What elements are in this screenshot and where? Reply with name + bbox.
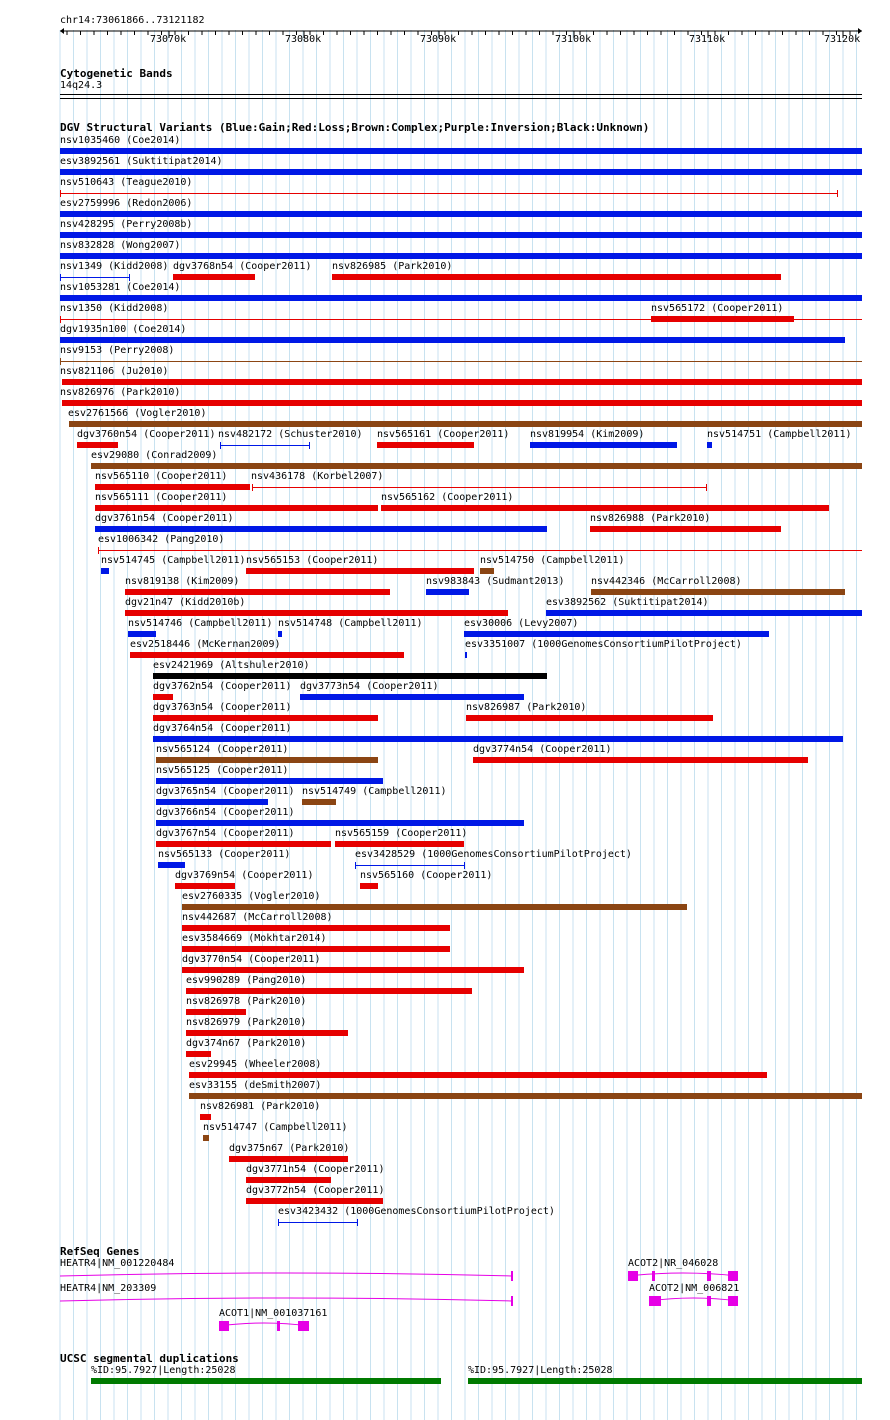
gene-exon — [277, 1321, 280, 1331]
variant-label[interactable]: esv29080 (Conrad2009) — [91, 450, 218, 461]
segdup-bar[interactable] — [468, 1378, 862, 1384]
variant-bar[interactable] — [182, 925, 450, 931]
variant-bar[interactable] — [175, 883, 235, 889]
variant-label[interactable]: nsv826988 (Park2010) — [590, 513, 711, 524]
variant-endcap — [60, 358, 61, 365]
variant-endcap — [309, 442, 310, 449]
variant-bar[interactable] — [95, 484, 250, 490]
variant-bar[interactable] — [466, 715, 713, 721]
variant-bar[interactable] — [156, 820, 524, 826]
variant-label[interactable]: dgv3766n54 (Cooper2011) — [156, 807, 295, 818]
variant-line[interactable] — [278, 1222, 357, 1223]
ruler-tick-label: 73080k — [285, 34, 322, 45]
variant-line[interactable] — [98, 550, 862, 551]
variant-line[interactable] — [60, 361, 862, 362]
variant-label[interactable]: nsv819138 (Kim2009) — [125, 576, 240, 587]
variant-bar[interactable] — [62, 400, 862, 406]
variant-label[interactable]: nsv565172 (Cooper2011) — [651, 303, 784, 314]
variant-label[interactable]: nsv826978 (Park2010) — [186, 996, 307, 1007]
gene-exon — [219, 1321, 229, 1331]
variant-label[interactable]: nsv826979 (Park2010) — [186, 1017, 307, 1028]
variant-bar[interactable] — [246, 1177, 331, 1183]
variant-line[interactable] — [60, 193, 837, 194]
variant-bar[interactable] — [62, 379, 862, 385]
variant-bar[interactable] — [530, 442, 677, 448]
dgv-track-title: DGV Structural Variants (Blue:Gain;Red:Loss;Brown:Complex;Purple:Inversion;Black:Unknown) — [60, 121, 650, 134]
variant-bar[interactable] — [130, 652, 404, 658]
variant-label[interactable]: nsv565161 (Cooper2011) — [377, 429, 510, 440]
variant-label[interactable]: dgv3774n54 (Cooper2011) — [473, 744, 612, 755]
variant-line[interactable] — [355, 865, 464, 866]
variant-label[interactable]: dgv3763n54 (Cooper2011) — [153, 702, 292, 713]
variant-label[interactable]: esv3423432 (1000GenomesConsortiumPilotProject) — [278, 1206, 555, 1217]
variant-label[interactable]: nsv565124 (Cooper2011) — [156, 744, 289, 755]
variant-label[interactable]: nsv983843 (Sudmant2013) — [426, 576, 565, 587]
variant-bar[interactable] — [377, 442, 474, 448]
variant-endcap — [98, 547, 99, 554]
variant-bar[interactable] — [465, 652, 467, 658]
gene-exon — [728, 1296, 738, 1306]
variant-bar[interactable] — [101, 568, 109, 574]
variant-bar[interactable] — [189, 1093, 862, 1099]
variant-label[interactable]: nsv565159 (Cooper2011) — [335, 828, 468, 839]
variant-bar[interactable] — [77, 442, 118, 448]
gene-exon — [649, 1296, 661, 1306]
gene-exon — [707, 1296, 711, 1306]
variant-bar[interactable] — [246, 568, 474, 574]
variant-bar[interactable] — [60, 232, 862, 238]
variant-bar[interactable] — [480, 568, 494, 574]
variant-bar[interactable] — [186, 1009, 246, 1015]
variant-label[interactable]: dgv3769n54 (Cooper2011) — [175, 870, 314, 881]
variant-bar[interactable] — [332, 274, 781, 280]
variant-bar[interactable] — [246, 1198, 383, 1204]
variant-bar[interactable] — [158, 862, 185, 868]
variant-bar[interactable] — [156, 778, 383, 784]
variant-label[interactable]: nsv482172 (Schuster2010) — [218, 429, 363, 440]
variant-label[interactable]: nsv826985 (Park2010) — [332, 261, 453, 272]
variant-label[interactable]: nsv821106 (Ju2010) — [60, 366, 169, 377]
variant-bar[interactable] — [278, 631, 282, 637]
variant-bar[interactable] — [95, 526, 547, 532]
variant-bar[interactable] — [125, 589, 390, 595]
variant-bar[interactable] — [156, 841, 331, 847]
variant-bar[interactable] — [182, 904, 687, 910]
gene-intron-line — [649, 1298, 738, 1301]
variant-label[interactable]: dgv3760n54 (Cooper2011) — [77, 429, 216, 440]
variant-label[interactable]: dgv1935n100 (Coe2014) — [60, 324, 187, 335]
variant-label[interactable]: nsv9153 (Perry2008) — [60, 345, 175, 356]
cytoband-track-title: Cytogenetic Bands — [60, 67, 173, 80]
variant-bar[interactable] — [302, 799, 336, 805]
variant-bar[interactable] — [69, 421, 862, 427]
variant-label[interactable]: nsv565160 (Cooper2011) — [360, 870, 493, 881]
variant-label[interactable]: esv29945 (Wheeler2008) — [189, 1059, 322, 1070]
variant-label[interactable]: nsv826981 (Park2010) — [200, 1101, 321, 1112]
variant-bar[interactable] — [591, 589, 845, 595]
variant-bar[interactable] — [173, 274, 255, 280]
ruler-tick-label: 73070k — [150, 34, 187, 45]
variant-bar[interactable] — [546, 610, 862, 616]
variant-bar[interactable] — [95, 505, 378, 511]
variant-label[interactable]: nsv826976 (Park2010) — [60, 387, 181, 398]
variant-endcap — [60, 316, 61, 323]
variant-label[interactable]: nsv819954 (Kim2009) — [530, 429, 645, 440]
variant-label[interactable]: nsv565111 (Cooper2011) — [95, 492, 228, 503]
variant-label[interactable]: nsv514750 (Campbell2011) — [480, 555, 625, 566]
variant-bar[interactable] — [153, 673, 547, 679]
variant-label[interactable]: dgv375n67 (Park2010) — [229, 1143, 350, 1154]
segdup-label[interactable]: %ID:95.7927|Length:25028 — [468, 1365, 613, 1376]
variant-bar[interactable] — [189, 1072, 767, 1078]
variant-label[interactable]: dgv3762n54 (Cooper2011) — [153, 681, 292, 692]
variant-label[interactable]: nsv1053281 (Coe2014) — [60, 282, 181, 293]
gene-model[interactable] — [0, 1316, 890, 1336]
variant-label[interactable]: nsv436178 (Korbel2007) — [251, 471, 384, 482]
variant-bar[interactable] — [60, 253, 862, 259]
variant-endcap — [355, 862, 356, 869]
variant-bar[interactable] — [590, 526, 781, 532]
segdup-label[interactable]: %ID:95.7927|Length:25028 — [91, 1365, 236, 1376]
variant-label[interactable]: nsv510643 (Teague2010) — [60, 177, 193, 188]
variant-line[interactable] — [220, 445, 309, 446]
variant-line[interactable] — [60, 277, 129, 278]
ruler-location: chr14:73061866..73121182 — [60, 15, 205, 26]
variant-label[interactable]: esv3892562 (Suktitipat2014) — [546, 597, 709, 608]
variant-bar[interactable] — [128, 631, 156, 637]
gene-label[interactable]: HEATR4|NM_001220484 — [60, 1258, 175, 1269]
variant-label[interactable]: nsv565133 (Cooper2011) — [158, 849, 291, 860]
variant-label[interactable]: nsv514749 (Campbell2011) — [302, 786, 447, 797]
variant-endcap — [60, 190, 61, 197]
variant-label[interactable]: nsv514751 (Campbell2011) — [707, 429, 852, 440]
variant-label[interactable]: dgv3761n54 (Cooper2011) — [95, 513, 234, 524]
ruler-arrow — [60, 28, 64, 34]
variant-label[interactable]: dgv3773n54 (Cooper2011) — [300, 681, 439, 692]
gene-model[interactable] — [0, 1266, 890, 1286]
variant-label[interactable]: esv2518446 (McKernan2009) — [130, 639, 281, 650]
variant-bar[interactable] — [156, 799, 268, 805]
gene-exon — [298, 1321, 309, 1331]
variant-label[interactable]: esv1006342 (Pang2010) — [98, 534, 225, 545]
variant-label[interactable]: esv3428529 (1000GenomesConsortiumPilotProject) — [355, 849, 632, 860]
cytoband-label[interactable]: 14q24.3 — [60, 80, 103, 91]
gene-exon — [728, 1271, 738, 1281]
variant-endcap — [357, 1219, 358, 1226]
gene-exon — [707, 1271, 711, 1281]
variant-label[interactable]: nsv565153 (Cooper2011) — [246, 555, 379, 566]
cytoband-line — [60, 94, 862, 95]
ruler-tick-label: 73110k — [689, 34, 726, 45]
variant-bar[interactable] — [60, 148, 862, 154]
gene-label[interactable]: HEATR4|NM_203309 — [60, 1283, 157, 1294]
variant-label[interactable]: nsv832828 (Wong2007) — [60, 240, 181, 251]
variant-bar[interactable] — [153, 694, 173, 700]
variant-bar[interactable] — [229, 1156, 348, 1162]
variant-label[interactable]: nsv514747 (Campbell2011) — [203, 1122, 348, 1133]
variant-bar[interactable] — [125, 610, 508, 616]
variant-label[interactable]: dgv3772n54 (Cooper2011) — [246, 1185, 385, 1196]
gene-intron-line — [628, 1273, 738, 1276]
variant-endcap — [129, 274, 130, 281]
segdup-bar[interactable] — [91, 1378, 441, 1384]
variant-label[interactable]: nsv442346 (McCarroll2008) — [591, 576, 742, 587]
gene-label[interactable]: ACOT1|NM_001037161 — [219, 1308, 328, 1319]
variant-label[interactable]: dgv374n67 (Park2010) — [186, 1038, 307, 1049]
variant-bar[interactable] — [186, 988, 472, 994]
variant-label[interactable]: dgv3767n54 (Cooper2011) — [156, 828, 295, 839]
variant-bar[interactable] — [300, 694, 524, 700]
variant-label[interactable]: esv3351007 (1000GenomesConsortiumPilotProject) — [465, 639, 742, 650]
variant-label[interactable]: nsv1349 (Kidd2008) — [60, 261, 169, 272]
variant-label[interactable]: esv2761566 (Vogler2010) — [68, 408, 207, 419]
variant-endcap — [252, 484, 253, 491]
variant-endcap — [220, 442, 221, 449]
variant-endcap — [837, 190, 838, 197]
variant-bar[interactable] — [60, 211, 862, 217]
variant-bar[interactable] — [651, 316, 794, 322]
variant-label[interactable]: nsv514746 (Campbell2011) — [128, 618, 273, 629]
variant-bar[interactable] — [186, 1051, 211, 1057]
variant-label[interactable]: esv3584669 (Mokhtar2014) — [182, 933, 327, 944]
variant-bar[interactable] — [200, 1114, 211, 1120]
variant-label[interactable]: dgv21n47 (Kidd2010b) — [125, 597, 246, 608]
variant-bar[interactable] — [186, 1030, 348, 1036]
variant-bar[interactable] — [153, 715, 378, 721]
ruler-tick-label: 73090k — [420, 34, 457, 45]
variant-label[interactable]: nsv1350 (Kidd2008) — [60, 303, 169, 314]
variant-bar[interactable] — [707, 442, 712, 448]
refseq-track-title: RefSeq Genes — [60, 1245, 140, 1258]
variant-label[interactable]: nsv565162 (Cooper2011) — [381, 492, 514, 503]
variant-label[interactable]: dgv3771n54 (Cooper2011) — [246, 1164, 385, 1175]
variant-label[interactable]: esv3892561 (Suktitipat2014) — [60, 156, 223, 167]
variant-bar[interactable] — [156, 757, 378, 763]
variant-bar[interactable] — [60, 337, 845, 343]
variant-label[interactable]: dgv3764n54 (Cooper2011) — [153, 723, 292, 734]
gene-label[interactable]: ACOT2|NM_006821 — [649, 1283, 740, 1294]
variant-bar[interactable] — [153, 736, 843, 742]
variant-label[interactable]: nsv442687 (McCarroll2008) — [182, 912, 333, 923]
variant-label[interactable]: esv990289 (Pang2010) — [186, 975, 307, 986]
variant-bar[interactable] — [473, 757, 808, 763]
variant-endcap — [60, 274, 61, 281]
variant-label[interactable]: esv30006 (Levy2007) — [464, 618, 579, 629]
segdup-track-title: UCSC segmental duplications — [60, 1352, 239, 1365]
variant-label[interactable]: dgv3770n54 (Cooper2011) — [182, 954, 321, 965]
variant-bar[interactable] — [91, 463, 862, 469]
variant-label[interactable]: esv33155 (deSmith2007) — [189, 1080, 322, 1091]
gene-model[interactable] — [0, 1291, 890, 1311]
variant-bar[interactable] — [464, 631, 769, 637]
gene-exon — [652, 1271, 655, 1281]
variant-label[interactable]: dgv3768n54 (Cooper2011) — [173, 261, 312, 272]
variant-label[interactable]: nsv428295 (Perry2008b) — [60, 219, 193, 230]
cytoband-line — [60, 98, 862, 99]
variant-bar[interactable] — [360, 883, 378, 889]
ruler-tick-label: 73120k — [824, 34, 861, 45]
variant-bar[interactable] — [381, 505, 829, 511]
variant-endcap — [278, 1219, 279, 1226]
variant-endcap — [464, 862, 465, 869]
variant-bar[interactable] — [182, 946, 450, 952]
variant-label[interactable]: nsv514748 (Campbell2011) — [278, 618, 423, 629]
variant-label[interactable]: nsv565110 (Cooper2011) — [95, 471, 228, 482]
variant-bar[interactable] — [60, 169, 862, 175]
gene-exon — [628, 1271, 638, 1281]
variant-label[interactable]: nsv565125 (Cooper2011) — [156, 765, 289, 776]
variant-label[interactable]: nsv1035460 (Coe2014) — [60, 135, 181, 146]
variant-bar[interactable] — [203, 1135, 209, 1141]
variant-bar[interactable] — [426, 589, 469, 595]
variant-label[interactable]: esv2760335 (Vogler2010) — [182, 891, 321, 902]
variant-label[interactable]: nsv826987 (Park2010) — [466, 702, 587, 713]
variant-endcap — [706, 484, 707, 491]
variant-label[interactable]: esv2421969 (Altshuler2010) — [153, 660, 310, 671]
ruler-tick-label: 73100k — [555, 34, 592, 45]
gene-label[interactable]: ACOT2|NR_046028 — [628, 1258, 719, 1269]
variant-bar[interactable] — [182, 967, 524, 973]
variant-line[interactable] — [252, 487, 706, 488]
gene-intron-line — [219, 1323, 309, 1326]
variant-bar[interactable] — [60, 295, 862, 301]
variant-bar[interactable] — [335, 841, 464, 847]
variant-label[interactable]: esv2759996 (Redon2006) — [60, 198, 193, 209]
variant-label[interactable]: nsv514745 (Campbell2011) — [101, 555, 246, 566]
variant-label[interactable]: dgv3765n54 (Cooper2011) — [156, 786, 295, 797]
